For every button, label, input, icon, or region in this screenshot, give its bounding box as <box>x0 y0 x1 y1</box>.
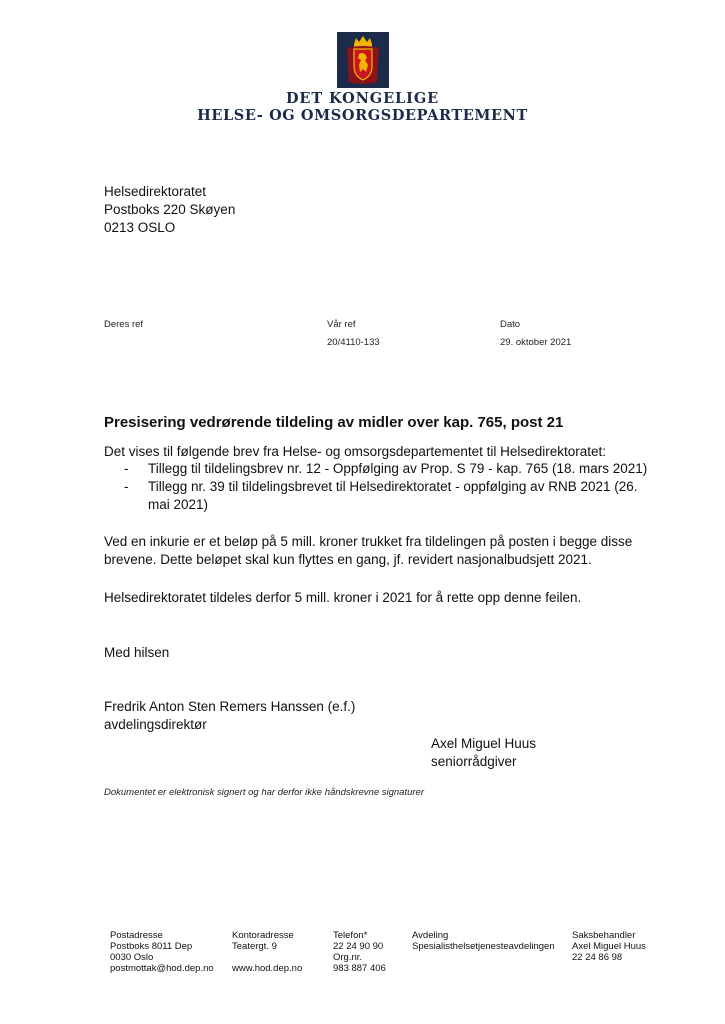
coat-of-arms-icon <box>337 32 389 88</box>
recipient-city: 0213 OSLO <box>104 220 176 235</box>
list-dash: - <box>124 479 129 494</box>
department-name-line2: HELSE- OG OMSORGSDEPARTEMENT <box>197 107 528 124</box>
footer-line: 0030 Oslo <box>110 952 154 963</box>
signer-primary <box>104 698 355 734</box>
department-name-line1: DET KONGELIGE <box>285 90 440 107</box>
list-dash: - <box>124 461 129 476</box>
recipient-address <box>104 183 235 237</box>
footer-line: 983 887 406 <box>333 963 386 974</box>
footer-saksbehandler <box>572 930 646 963</box>
footer-website: www.hod.dep.no <box>232 963 303 974</box>
footer-line: 22 24 90 90 <box>333 941 384 952</box>
footer-label: Telefon* <box>333 930 368 941</box>
list-item <box>104 460 664 478</box>
footer-line: Axel Miguel Huus <box>572 941 646 952</box>
signer-title: avdelingsdirektør <box>104 717 207 732</box>
footer-avdeling <box>412 930 555 952</box>
footer-email: postmottak@hod.dep.no <box>110 963 214 974</box>
footer-telefon <box>333 930 386 974</box>
paragraph-line: brevene. Dette beløpet skal kun flyttes en gang, jf. revidert nasjonalbudsjett 2021. <box>104 552 592 567</box>
footer-line: 22 24 86 98 <box>572 952 623 963</box>
intro-paragraph: Det vises til følgende brev fra Helse- og omsorgsdepartementet til Helsedirektoratet: <box>104 444 606 459</box>
greeting: Med hilsen <box>104 645 170 660</box>
signer-name: Axel Miguel Huus <box>431 736 537 751</box>
electronic-signature-note: Dokumentet er elektronisk signert og har derfor ikke håndskrevne signaturer <box>104 787 424 798</box>
dato-value: 29. oktober 2021 <box>500 337 572 348</box>
dato-label: Dato <box>500 319 521 330</box>
footer-label: Kontoradresse <box>232 930 294 941</box>
footer-line: Spesialisthelsetjenesteavdelingen <box>412 941 555 952</box>
list-item <box>104 478 664 514</box>
footer-kontoradresse <box>232 930 302 974</box>
signer-name: Fredrik Anton Sten Remers Hanssen (e.f.) <box>104 699 356 714</box>
footer-label: Avdeling <box>412 930 449 941</box>
list-item-text: Tillegg til tildelingsbrev nr. 12 - Oppfølging av Prop. S 79 - kap. 765 (18. mars 2021) <box>148 461 648 476</box>
referenced-letters-list <box>104 460 664 514</box>
footer-postadresse <box>110 930 214 974</box>
recipient-box: Postboks 220 Skøyen <box>104 202 236 217</box>
paragraph-tildeling: Helsedirektoratet tildeles derfor 5 mill. kroner i 2021 for å rette opp denne feilen. <box>104 590 582 605</box>
letter-subject: Presisering vedrørende tildeling av midler over kap. 765, post 21 <box>104 414 564 431</box>
deres-ref-label: Deres ref <box>104 319 144 330</box>
paragraph-line: Ved en inkurie er et beløp på 5 mill. kroner trukket fra tildelingen på posten i begge disse <box>104 534 633 549</box>
footer-line: Org.nr. <box>333 952 363 963</box>
footer-label: Postadresse <box>110 930 163 941</box>
var-ref-value: 20/4110-133 <box>327 337 380 348</box>
list-item-text-cont: mai 2021) <box>148 497 209 512</box>
footer-line <box>232 952 302 963</box>
footer-line: Postboks 8011 Dep <box>110 941 193 952</box>
signer-secondary <box>431 735 536 771</box>
paragraph-inkurie <box>104 533 632 569</box>
var-ref-label: Vår ref <box>327 319 356 330</box>
footer-line: Teatergt. 9 <box>232 941 277 952</box>
signer-title: seniorrådgiver <box>431 754 517 769</box>
footer-label: Saksbehandler <box>572 930 636 941</box>
recipient-name: Helsedirektoratet <box>104 184 207 199</box>
letterhead <box>0 32 725 124</box>
list-item-text: Tillegg nr. 39 til tildelingsbrevet til Helsedirektoratet - oppfølging av RNB 2021 (26. <box>148 479 638 494</box>
